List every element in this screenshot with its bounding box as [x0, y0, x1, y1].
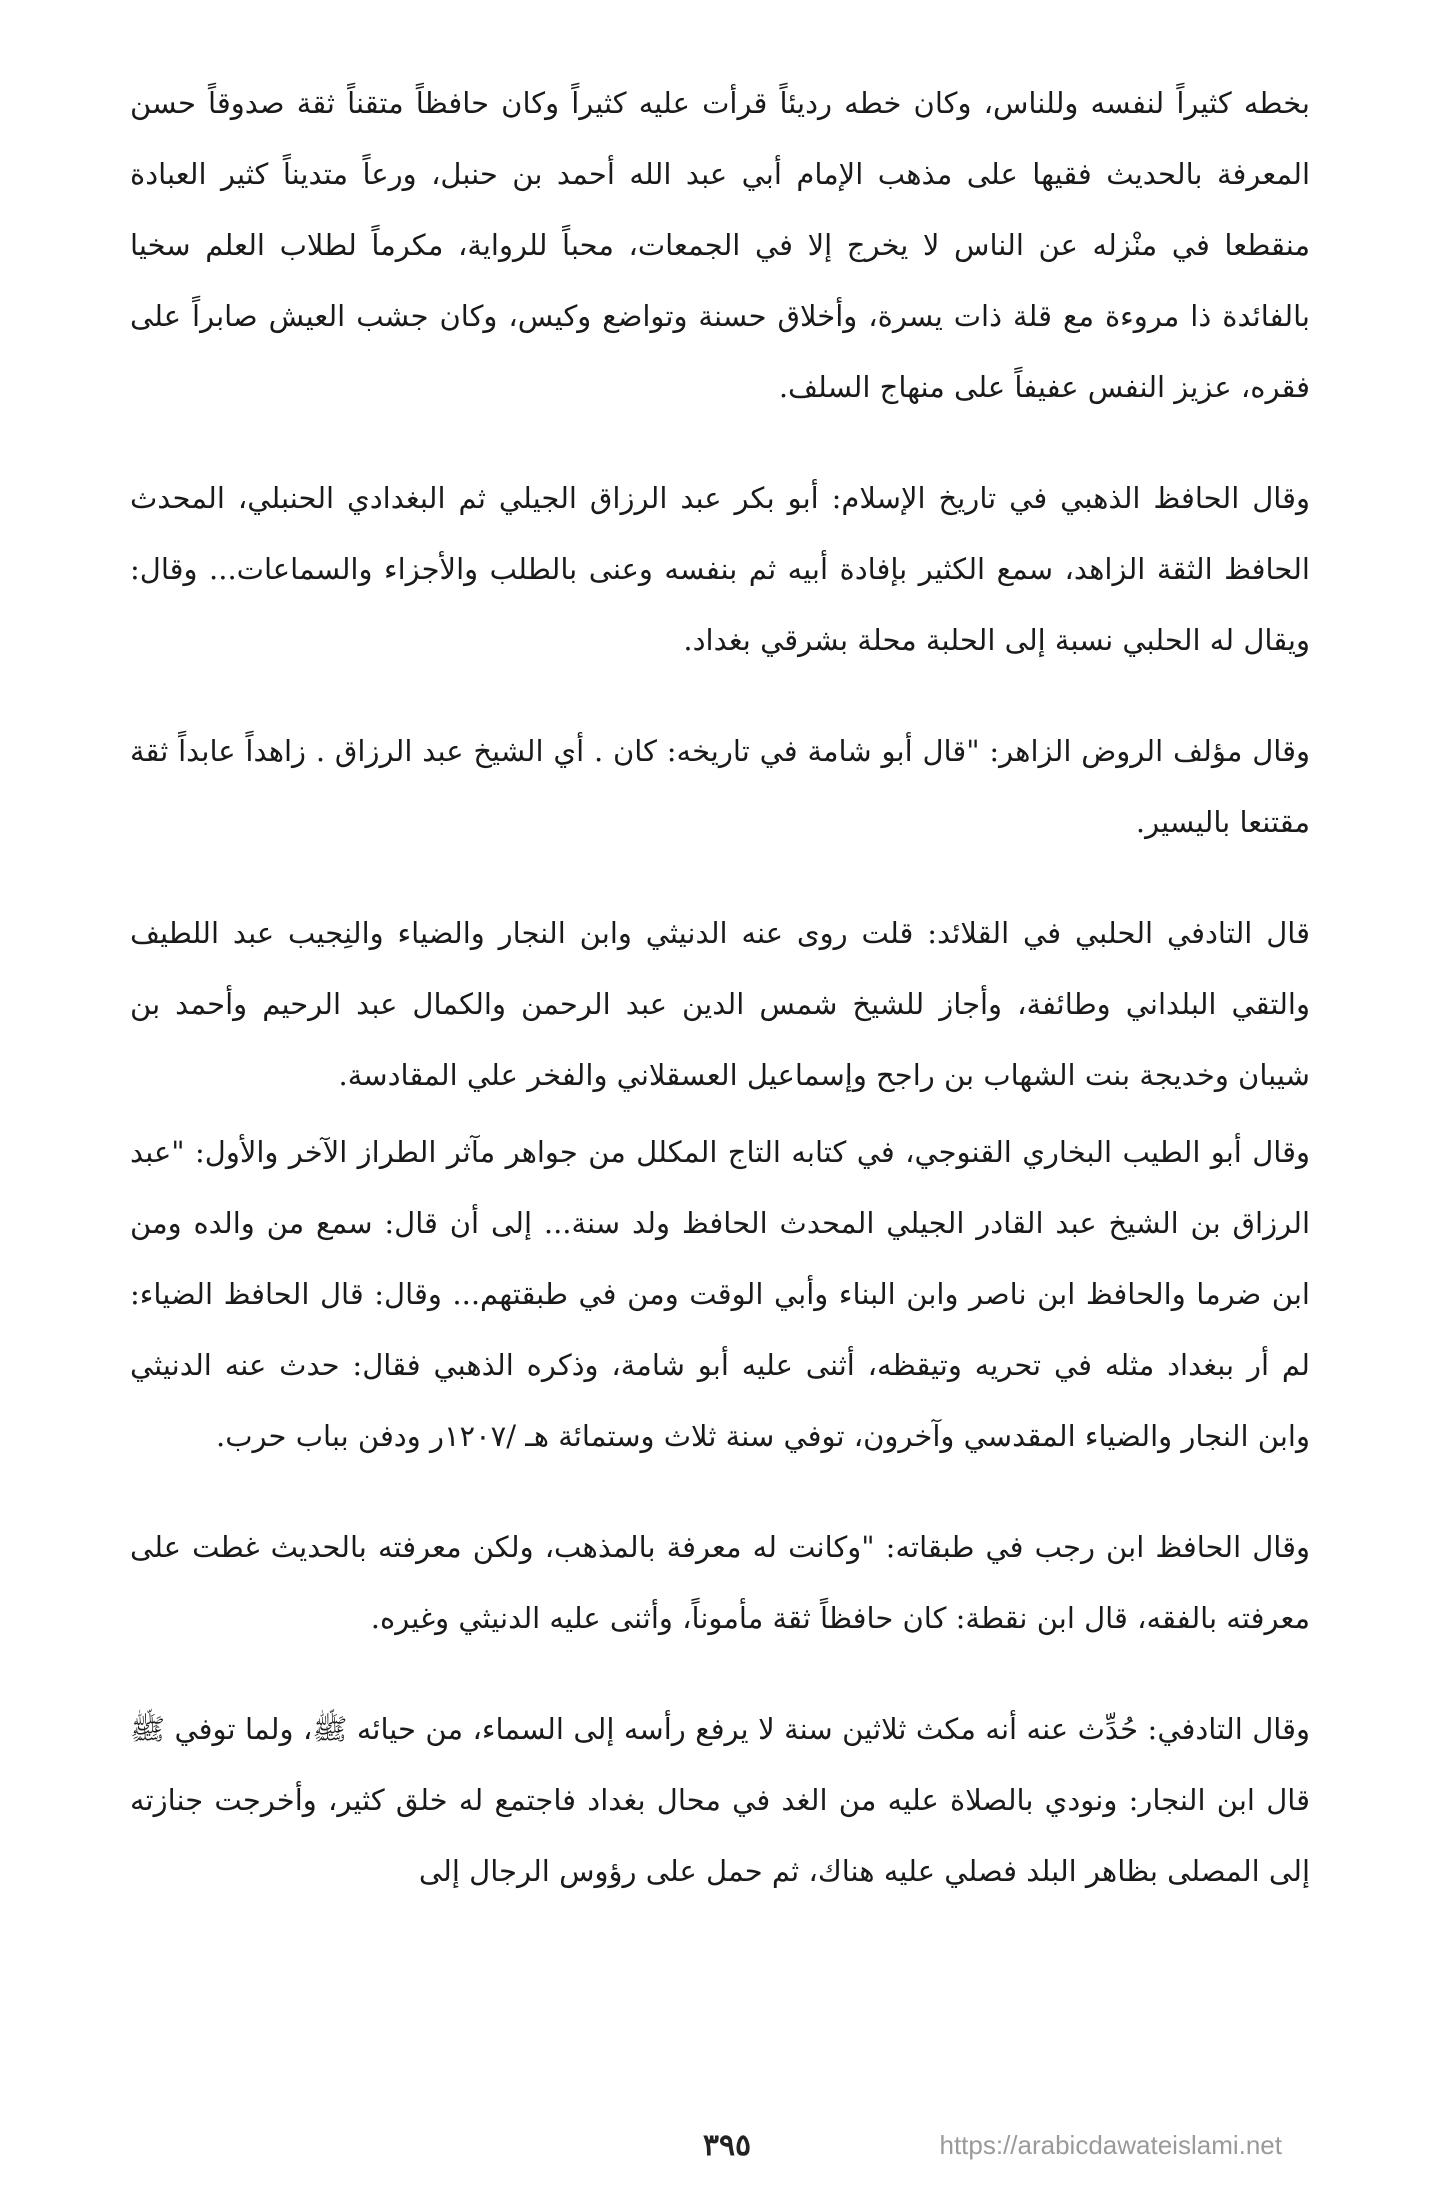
watermark-url: https://arabicdawateislami.net: [939, 2130, 1282, 2160]
paragraph-6: وقال الحافظ ابن رجب في طبقاته: "وكانت له معرفة بالمذهب، ولكن معرفته بالحديث غطت على معرفته بالفقه، قال ابن نقطة: كان حافظاً ثقة مأموناً، وأثنى عليه الدنيثي وغيره.: [130, 1530, 1310, 1635]
paragraph-2: وقال الحافظ الذهبي في تاريخ الإسلام: أبو بكر عبد الرزاق الجيلي ثم البغدادي الحنبلي، المحدث الحافظ الثقة الزاهد، سمع الكثير بإفادة أبيه ثم بنفسه وعنى بالطلب والأجزاء والسماعات... وقال: ويقال له الحلبي نسبة إلى الحلبة محلة بشرقي بغداد.: [130, 481, 1310, 657]
page-number: ٣٩٥: [702, 2128, 752, 2163]
paragraph-3: وقال مؤلف الروض الزاهر: "قال أبو شامة في تاريخه: كان . أي الشيخ عبد الرزاق . زاهداً عابداً ثقة مقتنعا باليسير.: [130, 734, 1310, 839]
document-body: [130, 68, 1310, 1907]
paragraph-1: بخطه كثيراً لنفسه وللناس، وكان خطه رديئاً قرأت عليه كثيراً وكان حافظاً متقناً ثقة صدوقاً حسن المعرفة بالحديث فقيها على مذهب الإمام أبي عبد الله أحمد بن حنبل، ورعاً متديناً كثير العبادة منقطعا في منْزله عن الناس لا يخرج إلا في الجمعات، محباً للرواية، مكرماً لطلاب العلم سخيا بالفائدة ذا مروءة مع قلة ذات يسرة، وأخلاق حسنة وتواضع وكيس، وكان جشب العيش صابراً على فقره، عزيز النفس عفيفاً على منهاج السلف.: [130, 86, 1310, 404]
paragraph-5: وقال أبو الطيب البخاري القنوجي، في كتابه التاج المكلل من جواهر مآثر الطراز الآخر والأول: "عبد الرزاق بن الشيخ عبد القادر الجيلي المحدث الحافظ ولد سنة... إلى أن قال: سمع من والده ومن ابن ضرما والحافظ ابن ناصر وابن البناء وأبي الوقت ومن في طبقتهم... وقال: قال الحافظ الضياء: لم أر ببغداد مثله في تحريه وتيقظه، أثنى عليه أبو شامة، وذكره الذهبي فقال: حدث عنه الدنيثي وابن النجار والضياء المقدسي وآخرون، توفي سنة ثلاث وستمائة هـ /١٢٠٧ر ودفن بباب حرب.: [130, 1135, 1310, 1453]
paragraph-4: قال التادفي الحلبي في القلائد: قلت روى عنه الدنيثي وابن النجار والضياء والنِجيب عبد اللطيف والتقي البلداني وطائفة، وأجاز للشيخ شمس الدين عبد الرحمن والكمال عبد الرحيم وأحمد بن شيبان وخديجة بنت الشهاب بن راجح وإسماعيل العسقلاني والفخر علي المقادسة.: [130, 916, 1310, 1092]
paragraph-7: وقال التادفي: حُدِّث عنه أنه مكث ثلاثين سنة لا يرفع رأسه إلى السماء، من حيائه ﷺ، ولما توفي ﷺ قال ابن النجار: ونودي بالصلاة عليه من الغد في محال بغداد فاجتمع له خلق كثير، وأخرجت جنازته إلى المصلى بظاهر البلد فصلي عليه هناك، ثم حمل على رؤوس الرجال إلى: [130, 1712, 1310, 1888]
